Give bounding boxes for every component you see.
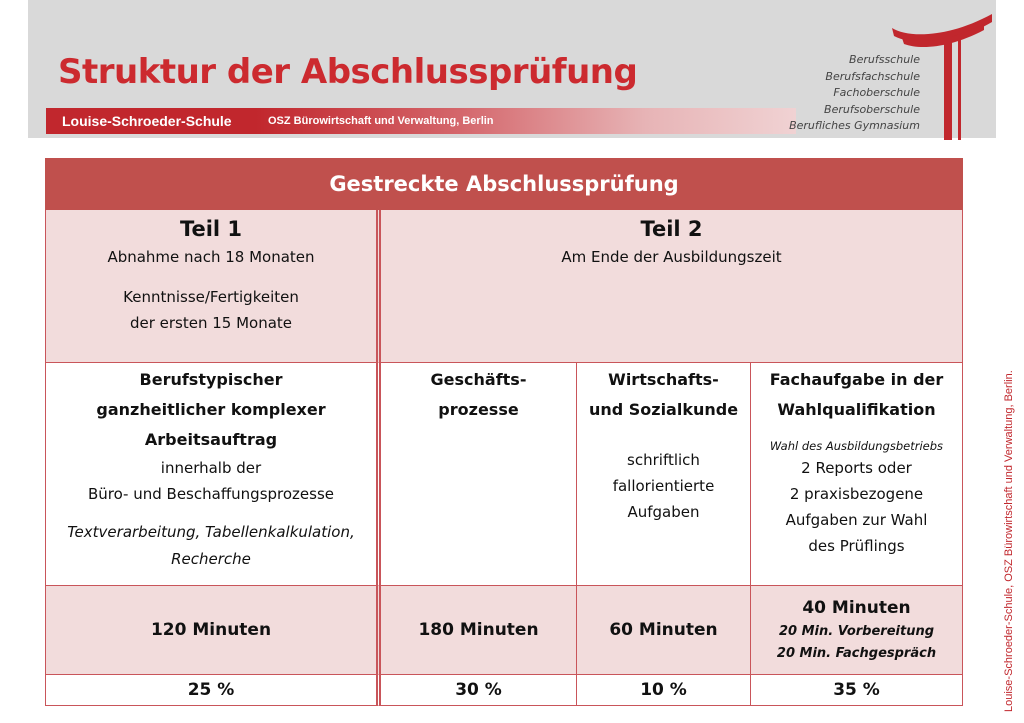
col2-minutes-text: 180 Minuten [418,620,539,640]
school-subtitle: OSZ Bürowirtschaft und Verwaltung, Berlin [268,115,494,127]
col3-minutes [577,586,751,674]
col4-percent-text: 35 % [833,680,880,700]
school-type: Berufsschule [849,53,920,66]
col4-text: des Prüflings [808,537,905,555]
col3-text: schriftlich [627,451,700,469]
school-type: Berufsfachschule [825,69,920,83]
col3-title: Wirtschafts- [608,370,719,389]
teil1-title: Teil 1 [179,217,243,241]
col4-minutes [751,586,963,674]
col1-title: ganzheitlicher komplexer [96,400,326,419]
teil1-line: Abnahme nach 18 Monaten [107,248,315,266]
col1-percent-text: 25 % [187,680,235,700]
col3-content [577,362,751,586]
col4-note: Wahl des Ausbildungsbetriebs [769,439,944,453]
col3-minutes-text: 60 Minuten [609,620,718,640]
teil1-line: der ersten 15 Monate [129,314,293,332]
col2-content [381,362,577,586]
col1-text: Büro- und Beschaffungsprozesse [87,485,335,503]
col4-text: 2 Reports oder [801,459,912,477]
col2-percent-text: 30 % [455,680,502,700]
side-copyright-text: Louise-Schroeder-Schule, OSZ Bürowirtschaft und Verwaltung, Berlin. [1003,370,1015,712]
school-logo-icon [888,8,996,140]
teil2-line: Am Ende der Ausbildungszeit [561,248,782,266]
col4-text: 2 praxisbezogene [789,485,924,503]
exam-structure-table [45,158,963,706]
col1-content [45,362,381,586]
col1-minutes [45,586,381,674]
col4-text: Aufgaben zur Wahl [785,511,928,529]
teil1-line: Kenntnisse/Fertigkeiten [123,288,299,306]
col1-minutes-text: 120 Minuten [150,620,272,640]
col4-title: Fachaufgabe in der [769,370,944,389]
col3-text: Aufgaben [627,503,700,521]
col1-title: Berufstypischer [139,370,283,389]
col4-sub-line: 20 Min. Fachgespräch [776,646,937,661]
school-type: Berufliches Gymnasium [789,119,920,132]
col2-minutes [381,586,577,674]
table-heading: Gestreckte Abschlussprüfung [45,158,963,210]
col2-title: Geschäfts- [430,370,527,389]
col1-italic: Recherche [171,550,251,568]
col2-title: prozesse [438,400,519,419]
col3-percent [577,674,751,706]
col4-percent [751,674,963,706]
col3-text: fallorientierte [612,477,715,495]
page-title: Struktur der Abschlussprüfung [58,52,638,92]
teil2-title: Teil 2 [640,217,703,241]
school-type: Berufsoberschule [824,102,920,116]
col1-italic: Textverarbeitung, Tabellenkalkulation, [67,523,355,541]
col4-sub-line: 20 Min. Vorbereitung [778,624,935,639]
col3-title: und Sozialkunde [588,400,739,419]
col4-content [751,362,963,586]
col4-title: Wahlqualifikation [777,400,936,419]
teil2-cell [381,210,963,362]
col1-text: innerhalb der [160,459,262,477]
col1-title: Arbeitsauftrag [144,430,278,449]
teil1-cell [45,210,381,362]
school-name: Louise-Schroeder-Schule [62,113,232,129]
col2-percent [381,674,577,706]
col3-percent-text: 10 % [640,680,687,700]
school-type: Fachoberschule [833,86,920,99]
col4-minutes-text: 40 Minuten [802,598,911,618]
col1-percent [45,674,381,706]
